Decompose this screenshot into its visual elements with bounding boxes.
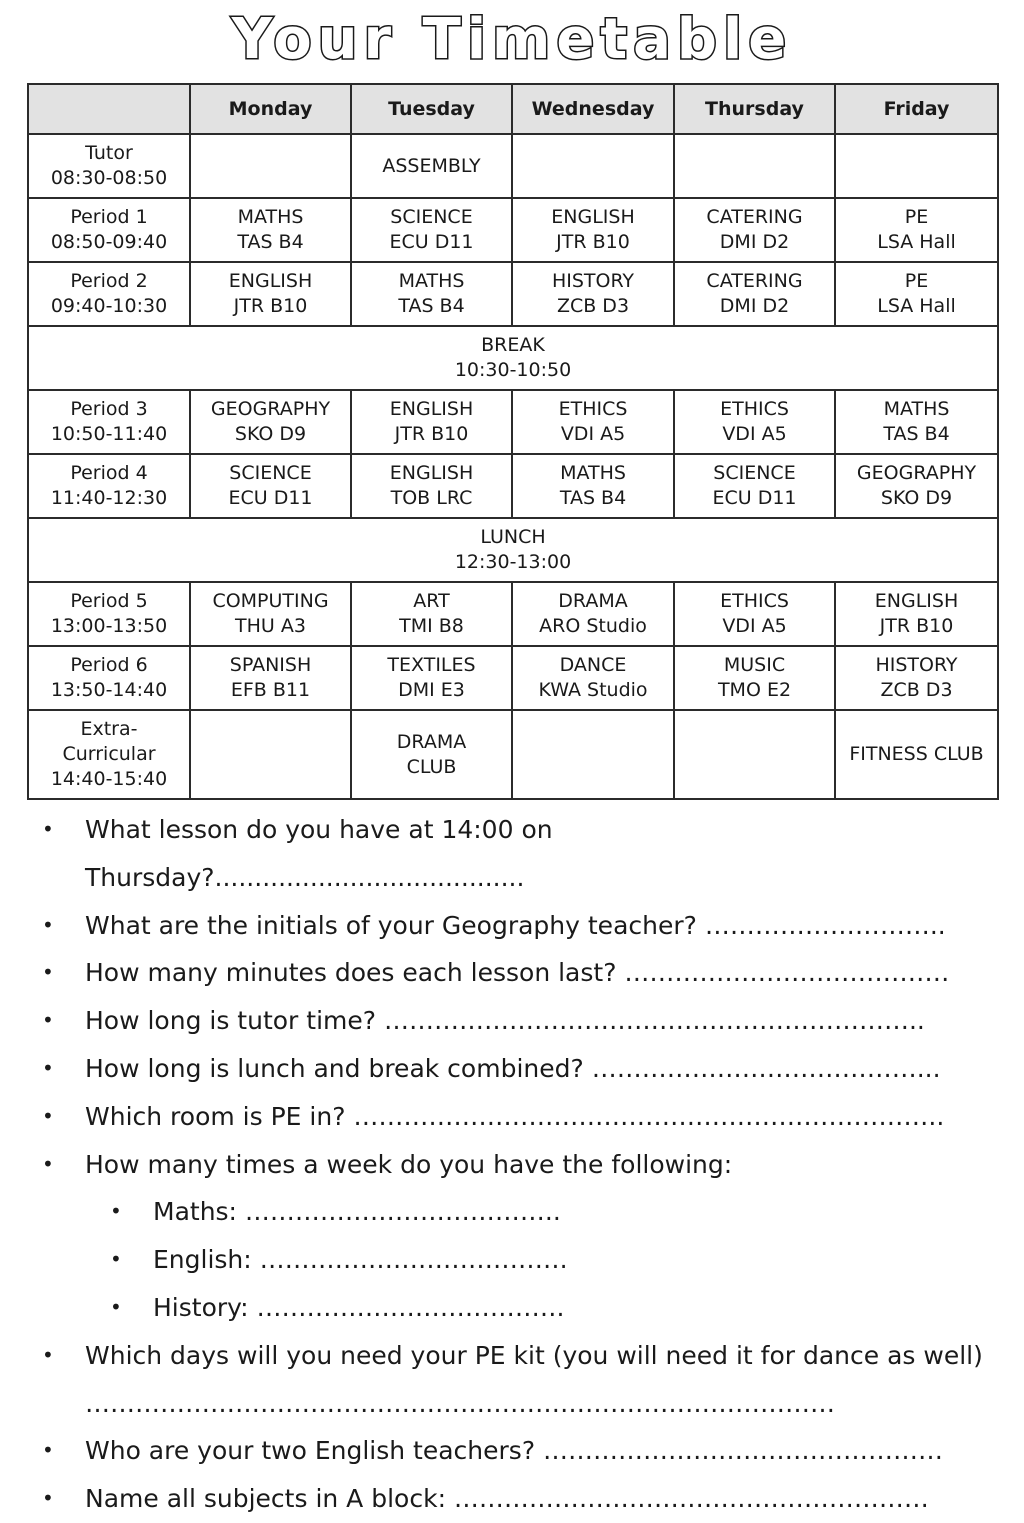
lesson-line: JTR B10	[879, 615, 954, 637]
label-line: LUNCH	[480, 526, 546, 548]
timetable	[27, 83, 999, 800]
question: • How many times a week do you have the following:	[0, 1141, 1024, 1189]
lesson-cell	[351, 262, 512, 326]
period-label	[28, 390, 190, 454]
lesson-cell	[835, 134, 998, 198]
lesson-line: DMI D2	[719, 295, 790, 317]
lesson-line: KWA Studio	[538, 679, 648, 701]
lesson-cell	[674, 198, 835, 262]
lesson-cell	[512, 454, 674, 518]
lesson-line: COMPUTING	[212, 590, 329, 612]
page-title: Your Timetable	[231, 7, 793, 72]
question: • Name all subjects in A block: …………………………………………………	[0, 1475, 1024, 1523]
question: • How long is lunch and break combined? …………………………………...	[0, 1045, 1024, 1093]
lesson-line: TMO E2	[717, 679, 792, 701]
lesson-line: LSA Hall	[877, 231, 956, 253]
period-label	[28, 582, 190, 646]
period-row	[28, 134, 998, 198]
lesson-line: SCIENCE	[713, 462, 796, 484]
period-row	[28, 262, 998, 326]
lesson-cell	[190, 262, 351, 326]
lesson-line: DRAMA	[396, 730, 467, 753]
lesson-line: EFB B11	[230, 679, 311, 701]
period-row	[28, 582, 998, 646]
label-line: 10:50-11:40	[50, 423, 168, 445]
label-line: 08:50-09:40	[50, 231, 168, 253]
lesson-cell	[512, 134, 674, 198]
lesson-cell	[835, 710, 998, 799]
lesson-line: MATHS	[560, 462, 626, 484]
lesson-cell	[512, 646, 674, 710]
lesson-line: SCIENCE	[229, 462, 312, 484]
lesson-line: SPANISH	[229, 654, 312, 676]
question: • Which days will you need your PE kit (you will need it for dance as well) ………………………………………………………………………………	[0, 1332, 1024, 1428]
lesson-cell	[190, 582, 351, 646]
period-row	[28, 710, 998, 799]
label-line: Period 4	[70, 462, 148, 484]
lesson-cell	[351, 710, 512, 799]
lesson-line: GEOGRAPHY	[210, 398, 331, 420]
question: • What are the initials of your Geography teacher? ………………………..	[0, 902, 1024, 950]
lesson-line: ECU D11	[228, 487, 313, 509]
lesson-line: MATHS	[398, 270, 465, 292]
lesson-line: ENGLISH	[551, 206, 635, 228]
lesson-line: TAS B4	[237, 231, 304, 253]
lesson-cell	[674, 582, 835, 646]
lesson-line: ART	[413, 590, 450, 612]
lesson-line: TAS B4	[883, 423, 950, 445]
lesson-cell	[512, 198, 674, 262]
lesson-cell	[674, 454, 835, 518]
lesson-cell	[351, 454, 512, 518]
lesson-line: HISTORY	[875, 654, 958, 676]
lesson-line: JTR B10	[394, 423, 469, 445]
question-list	[0, 806, 1024, 1523]
lesson-cell	[674, 390, 835, 454]
question: • What lesson do you have at 14:00 on Thursday?.......................................	[0, 806, 1024, 902]
lesson-line: HISTORY	[551, 270, 635, 292]
period-row	[28, 646, 998, 710]
period-label	[28, 262, 190, 326]
corner-cell	[28, 84, 190, 134]
lesson-line: ETHICS	[720, 590, 789, 612]
lesson-line: ETHICS	[720, 398, 789, 420]
lesson-cell	[835, 454, 998, 518]
day-header: Friday	[835, 84, 998, 134]
lesson-cell	[835, 582, 998, 646]
period-row	[28, 390, 998, 454]
lesson-line: PE	[904, 270, 929, 292]
lesson-line: SKO D9	[234, 423, 307, 445]
lesson-line: JTR B10	[233, 295, 308, 317]
label-line: Period 5	[70, 590, 148, 612]
lesson-line: ENGLISH	[228, 270, 313, 292]
break-row	[28, 326, 998, 390]
lesson-cell	[351, 582, 512, 646]
lesson-line: VDI A5	[722, 615, 787, 637]
lesson-line: TAS B4	[559, 487, 627, 509]
period-label	[28, 198, 190, 262]
lesson-line: CATERING	[706, 206, 803, 228]
lesson-line: FITNESS CLUB	[849, 743, 984, 765]
lesson-line: VDI A5	[722, 423, 787, 445]
day-header: Monday	[190, 84, 351, 134]
lesson-line: ENGLISH	[874, 590, 959, 612]
lesson-cell	[512, 582, 674, 646]
lesson-cell	[351, 134, 512, 198]
lesson-line: DANCE	[559, 654, 627, 676]
period-label	[28, 454, 190, 518]
label-line: Extra-	[80, 718, 138, 740]
label-line: 09:40-10:30	[50, 295, 168, 317]
question: • Who are your two English teachers? …………………………………………	[0, 1427, 1024, 1475]
lesson-cell	[190, 390, 351, 454]
header-row	[28, 84, 998, 134]
lesson-line: SKO D9	[880, 487, 953, 509]
question: • Which room is PE in? ……………………………………………………………..	[0, 1093, 1024, 1141]
label-line: 12:30-13:00	[454, 551, 572, 573]
label-line: 13:50-14:40	[50, 679, 168, 701]
lesson-cell	[351, 198, 512, 262]
label-line: 11:40-12:30	[50, 487, 168, 509]
lesson-cell	[674, 646, 835, 710]
label-line: 13:00-13:50	[50, 615, 168, 637]
day-header: Tuesday	[351, 84, 512, 134]
label-line: 10:30-10:50	[454, 359, 572, 381]
lesson-cell	[512, 390, 674, 454]
lesson-line: ECU D11	[712, 487, 797, 509]
lesson-line: THU A3	[235, 615, 306, 637]
lesson-cell	[674, 134, 835, 198]
label-line: Period 1	[70, 206, 148, 228]
lesson-line: DRAMA	[558, 590, 628, 612]
day-header: Wednesday	[512, 84, 674, 134]
period-row	[28, 454, 998, 518]
lesson-cell	[512, 710, 674, 799]
lesson-line: DMI D2	[719, 231, 790, 253]
lesson-line: ENGLISH	[389, 462, 474, 484]
label-line: Period 3	[70, 398, 148, 420]
day-header: Thursday	[674, 84, 835, 134]
lesson-line: CLUB	[406, 755, 457, 778]
sub-question: • English: ……………………………….	[0, 1236, 1024, 1284]
period-label	[28, 646, 190, 710]
lesson-line: MATHS	[237, 206, 304, 228]
lesson-cell	[674, 710, 835, 799]
lesson-cell	[835, 262, 998, 326]
period-label	[28, 710, 190, 799]
lesson-line: ZCB D3	[556, 295, 630, 317]
lesson-line: TEXTILES	[387, 654, 476, 676]
lesson-line: ETHICS	[558, 398, 628, 420]
lesson-line: LSA Hall	[877, 295, 956, 317]
lesson-line: GEOGRAPHY	[856, 462, 977, 484]
label-line: 14:40-15:40	[50, 768, 168, 790]
lesson-line: ARO Studio	[539, 615, 647, 637]
lesson-cell	[835, 646, 998, 710]
lesson-cell	[190, 646, 351, 710]
label-line: 08:30-08:50	[50, 167, 168, 189]
lesson-line: PE	[904, 206, 929, 228]
label-line: Curricular	[62, 743, 156, 765]
lesson-line: TMI B8	[399, 615, 464, 637]
label-line: Period 2	[70, 270, 148, 292]
sub-question: • Maths: ………………………………..	[0, 1188, 1024, 1236]
label-line: Tutor	[85, 142, 133, 164]
lesson-cell	[835, 390, 998, 454]
lesson-line: TAS B4	[398, 295, 465, 317]
lesson-line: VDI A5	[560, 423, 626, 445]
lesson-cell	[674, 262, 835, 326]
question: • How long is tutor time? ………………………………………………………..	[0, 997, 1024, 1045]
lesson-cell	[190, 134, 351, 198]
sub-question: • History: ……………………………….	[0, 1284, 1024, 1332]
lesson-cell	[190, 710, 351, 799]
lesson-line: MUSIC	[723, 654, 786, 676]
period-row	[28, 198, 998, 262]
lesson-line: JTR B10	[556, 231, 630, 253]
lesson-line: CATERING	[706, 270, 803, 292]
lesson-line: ECU D11	[389, 231, 474, 253]
lesson-cell	[190, 198, 351, 262]
break-cell	[28, 326, 998, 390]
lesson-line: MATHS	[883, 398, 950, 420]
lesson-cell	[512, 262, 674, 326]
lesson-cell	[351, 390, 512, 454]
lesson-cell	[190, 454, 351, 518]
label-line: Period 6	[70, 654, 148, 676]
question: • How many minutes does each lesson last? …………………………………	[0, 949, 1024, 997]
break-cell	[28, 518, 998, 582]
lesson-line: ZCB D3	[880, 679, 953, 701]
lesson-line: ENGLISH	[389, 398, 474, 420]
lesson-cell	[835, 198, 998, 262]
lesson-cell	[351, 646, 512, 710]
label-line: BREAK	[481, 334, 545, 356]
lesson-line: ASSEMBLY	[382, 154, 481, 177]
lesson-line: SCIENCE	[390, 206, 473, 228]
lesson-line: TOB LRC	[390, 487, 473, 509]
break-row	[28, 518, 998, 582]
lesson-line: DMI E3	[398, 679, 465, 701]
period-label	[28, 134, 190, 198]
